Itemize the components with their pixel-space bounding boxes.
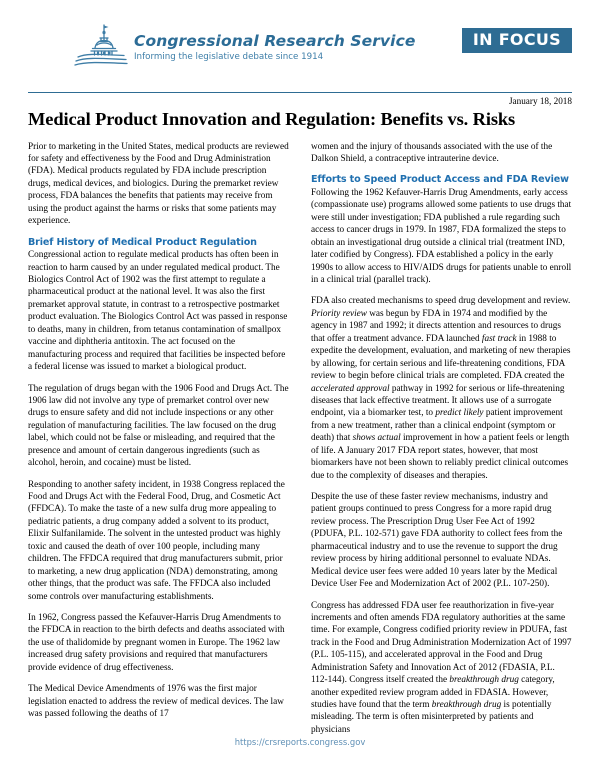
paragraph: The regulation of drugs began with the 1906 Food and Drugs Act. The 1906 law did not involve any type of premarket control over new drugs to ensure safety and did not include inspections or any other regulation of manufacturing facilities. The law focused on the drug label, which could not be false or misleading, and required that the presence and amount of certain dangerous ingredients (such as alcohol, heroin, and cocaine) must be listed. [28,383,289,469]
header-divider [28,92,572,93]
intro-paragraph: Prior to marketing in the United States, medical products are reviewed for safety and effectiveness by the Food and Drug Administration (FDA). Medical products regulated by FDA include prescription drugs, medical devices, and biologics. During the premarket review process, FDA balances the benefits that patients may receive from using the product against the harms or risks that some patients may experience. [28,141,289,227]
organization-name: Congressional Research Service [134,32,416,50]
in-focus-badge: IN FOCUS [462,28,572,53]
paragraph: Responding to another safety incident, in 1938 Congress replaced the Food and Drugs Act with the Federal Food, Drug, and Cosmetic Act (FFDCA). To make the taste of a new sulfa drug more appealing to pediatric patients, a drug company added a solvent to its product, Elixir Sulfanilamide. The solvent in the untested product was highly toxic and caused the death of over 100 people, including many children. The FFDCA required that drug manufacturers submit, prior to marketing, a new drug application (NDA) demonstrating, among other things, that the product was safe. The FFDCA also included some controls over manufacturing establishments. [28,479,285,602]
section-heading-efforts-to-speed: Efforts to Speed Product Access and FDA Review [311,174,569,186]
text-segment: category, another expedited review program added in FDASIA. However, studies have found that the term [311,675,555,711]
paragraph: Congressional action to regulate medical products has often been in reaction to harm caused by an under regulated medical product. The Biologics Control Act of 1902 was the first attempt to regulate a pharmaceutical product at the national level. It was also the first premarket approval statute, in contrast to a retrospective postmarket product evaluation. The Biologics Control Act was passed in response to deaths, many in children, from tetanus contamination of smallpox vaccine and diphtheria antitoxin. The act focused on the manufacturing process and required that facilities be inspected before a federal license was issued to market a biological product. [28,250,288,373]
body-columns [28,141,572,737]
text-segment: improvement in how a patient feels or length of life. A January 2017 FDA report states, however, that most biomarkers have not been shown to reliably predict clinical outcomes due to the complexity of diseases and therapies. [311,433,570,481]
right-column [311,141,572,737]
crs-logo [74,22,416,68]
emphasis-breakthrough-drug-1: breakthrough drug [449,675,519,686]
left-column [28,141,289,737]
emphasis-shows-actual: shows actual [352,433,401,444]
text-segment: patient improvement from a new treatment, rather than a clinical endpoint (symptom or death) that [311,408,563,444]
crs-reports-link[interactable]: https://crsreports.congress.gov [234,737,366,747]
emphasis-fast-track: fast track [481,333,517,344]
text-segment: was begun by FDA in 1974 and modified by the agency in 1987 and 1992; it directs attention and resources to drugs that offer a treatment advance. FDA launched [311,308,561,344]
section-heading-brief-history: Brief History of Medical Product Regulation [28,236,257,248]
paragraph-expedited-pathways [311,295,572,482]
emphasis-priority-review: Priority review [311,308,367,319]
paragraph: Despite the use of these faster review mechanisms, industry and patient groups continued to press Congress for a more rapid drug review process. The Prescription Drug User Fee Act of 1992 (PDUFA, P.L. 102-571) gave FDA authority to collect fees from the pharmaceutical industry and to use the revenue to support the drug review process by hiring additional personnel to evaluate NDAs. Medical device user fees were added 10 years later by the Medical Device User Fee and Modernization Act of 2002 (P.L. 107-250). [311,492,563,590]
footer [0,732,600,750]
text-segment: Congress has addressed FDA user fee reauthorization in five-year increments and often amends FDA regulatory authorities at the same time. For example, Congress codified priority review in PDUFA, fast track in the Food and Drug Administration Modernization Act of 1997 (P.L. 105-115), and accelerated approval in the Food and Drug Administration Safety and Innovation Act of 2012 (FDASIA, P.L. 112-144). Congress itself created the [311,600,572,686]
paragraph: Following the 1962 Kefauver-Harris Drug Amendments, early access (compassionate use) programs allowed some patients to use drugs that were still under investigation; FDA published a rule regarding such access to cancer drugs in 1979. In 1987, FDA formalized the steps to obtain an investigational drug outside a clinical trial (treatment IND, later codified by Congress). FDA established a policy in the early 1990s to allow access to HIV/AIDS drugs for patients unable to enroll in a clinical trial (parallel track). [311,187,572,286]
crs-wordmark [134,22,416,61]
emphasis-breakthrough-drug-2: breakthrough drug [431,700,502,711]
text-segment: pathway in 1992 for serious or life-threatening diseases that lack effective treatment. It allows use of a surrogate endpoint, via a biomarker test, to [311,383,565,419]
paragraph: In 1962, Congress passed the Kefauver-Harris Drug Amendments to the FFDCA in reaction to the birth defects and deaths associated with the use of thalidomide by pregnant women in Europe. The 1962 law increased drug safety provisions and required that manufacturers provide evidence of drug effectiveness. [28,612,285,673]
masthead [28,0,572,84]
page-title: Medical Product Innovation and Regulation: Benefits vs. Risks [28,109,516,129]
emphasis-accelerated-approval: accelerated approval [311,383,390,394]
text-segment: FDA also created mechanisms to speed drug development and review. [311,296,571,307]
organization-tagline: Informing the legislative debate since 1914 [134,51,324,62]
text-segment: is potentially misleading. The term is often misinterpreted by patients and physicians [311,700,552,735]
paragraph-user-fee-reauthorization [311,600,572,737]
paragraph: The Medical Device Amendments of 1976 was the first major legislation enacted to address the review of medical devices. The law was passed following the deaths of 17 [28,684,284,720]
capitol-dome-icon [74,24,130,68]
document-date: January 18, 2018 [508,96,572,106]
emphasis-predict-likely: predict likely [435,408,484,419]
text-segment: in 1988 to expedite the development, evaluation, and marketing of new therapies by allowing, for certain serious and life-threatening conditions, FDA review to begin before clinical trials are completed. FDA created the [311,333,571,382]
paragraph-continued: women and the injury of thousands associated with the use of the Dalkon Shield, a contraceptive intrauterine device. [311,141,553,165]
